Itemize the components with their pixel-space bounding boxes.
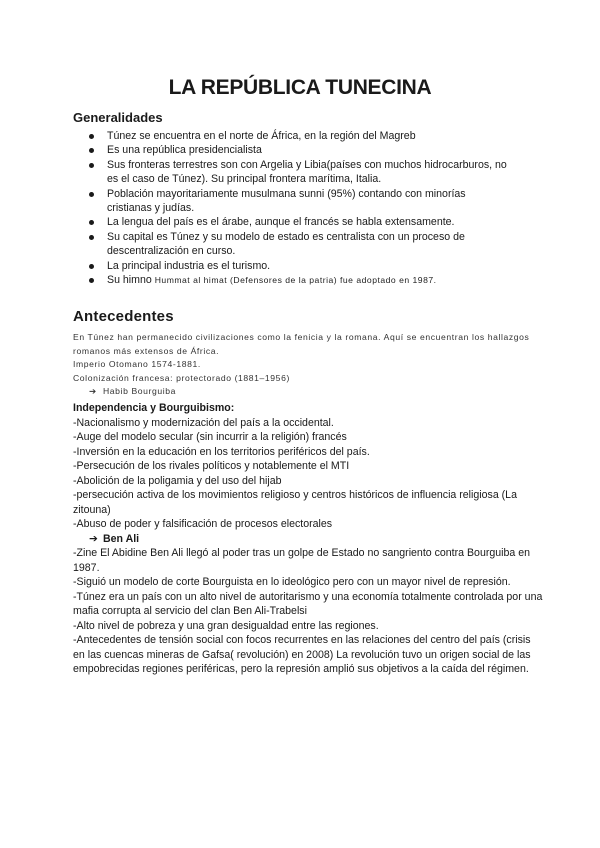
benali-line: -Túnez era un país con un alto nivel de autoritarismo y una economía totalmente controlada por una mafia corrupta al servicio del clan Ben Ali-Trabelsi — [73, 590, 543, 617]
benali-line: -Siguió un modelo de corte Bourguista en lo ideológico pero con un mayor nivel de represión. — [73, 576, 511, 588]
list-item: Túnez se encuentra en el norte de África, en la región del Magreb — [73, 129, 513, 143]
independencia-line: -Abolición de la poligamia y del uso del hijab — [73, 474, 282, 487]
list-item: Sus fronteras terrestres son con Argelia y Libia(países con muchos hidrocarburos, no es el caso de Túnez). Su principal frontera marítima, Italia. — [73, 158, 513, 187]
benali-line: -Antecedentes de tensión social con focos recurrentes en las relaciones del centro del país (crisis en las cuencas mineras de Gafsa( revolución) en 2008) La revolución tuvo un origen social de las empobrecidas regiones periféricas, pero la represión amplió sus objetivos a la caída del régimen. — [73, 634, 531, 675]
bullet-icon — [89, 264, 94, 269]
list-item: La lengua del país es el árabe, aunque el francés se habla extensamente. — [73, 215, 513, 229]
independencia-heading: Independencia y Bourguibismo: — [73, 402, 235, 414]
antecedentes-heading: Antecedentes — [73, 308, 174, 325]
list-item: Población mayoritariamente musulmana sunni (95%) contando con minorías cristianas y judías. — [73, 187, 513, 216]
benali-heading: ➔ Ben Ali — [89, 532, 140, 545]
generalidades-heading: Generalidades — [73, 110, 163, 125]
bullet-icon — [89, 134, 94, 139]
bullet-icon — [89, 148, 94, 153]
antecedentes-section — [73, 331, 543, 399]
himno-text: Hummat al himat (Defensores de la patria) fue adoptado en 1987. — [154, 275, 437, 286]
list-item: Su capital es Túnez y su modelo de estado es centralista con un proceso de descentralización en curso. — [73, 230, 513, 259]
colonizacion-line: Colonización francesa: protectorado (1881–1956) — [73, 372, 290, 383]
independencia-line: -Inversión en la educación en los territorios periféricos del país. — [73, 445, 370, 458]
generalidades-list — [73, 129, 513, 287]
bullet-icon — [89, 235, 94, 240]
independencia-line: -Auge del modelo secular (sin incurrir a la religión) francés — [73, 431, 347, 443]
imperio-line: Imperio Otomano 1574-1881. — [73, 359, 201, 369]
independencia-line: -Persecución de los rivales políticos y notablemente el MTI — [73, 460, 350, 472]
list-item: Su himno Hummat al himat (Defensores de la patria) fue adoptado en 1987. — [73, 273, 513, 287]
bullet-icon — [89, 192, 94, 197]
page-title: LA REPÚBLICA TUNECINA — [168, 76, 432, 99]
antecedentes-intro: En Túnez han permanecido civilizaciones como la fenicia y la romana. Aquí se encuentran los hallazgos romanos más extensos de África. — [73, 332, 530, 356]
benali-line: -Zine El Abidine Ben Ali llegó al poder tras un golpe de Estado no sangriento contra Bourguiba en 1987. — [73, 547, 531, 574]
arrow-right-icon: ➔ — [89, 386, 97, 396]
bullet-icon — [89, 220, 94, 225]
bullet-icon — [89, 163, 94, 168]
bourguiba-item: ➔ Habib Bourguiba — [73, 385, 543, 399]
main-section — [73, 401, 543, 677]
independencia-line: -Abuso de poder y falsificación de procesos electorales — [73, 518, 333, 530]
list-item: Es una república presidencialista — [73, 143, 513, 157]
bullet-icon — [89, 278, 94, 283]
arrow-right-icon: ➔ — [89, 532, 98, 545]
list-item: La principal industria es el turismo. — [73, 259, 513, 273]
independencia-line: -persecución activa de los movimientos religioso y centros históricos de influencia religiosa (La zitouna) — [73, 489, 517, 516]
independencia-line: -Nacionalismo y modernización del país a la occidental. — [73, 416, 334, 429]
benali-line: -Alto nivel de pobreza y una gran desigualdad entre las regiones. — [73, 619, 379, 632]
